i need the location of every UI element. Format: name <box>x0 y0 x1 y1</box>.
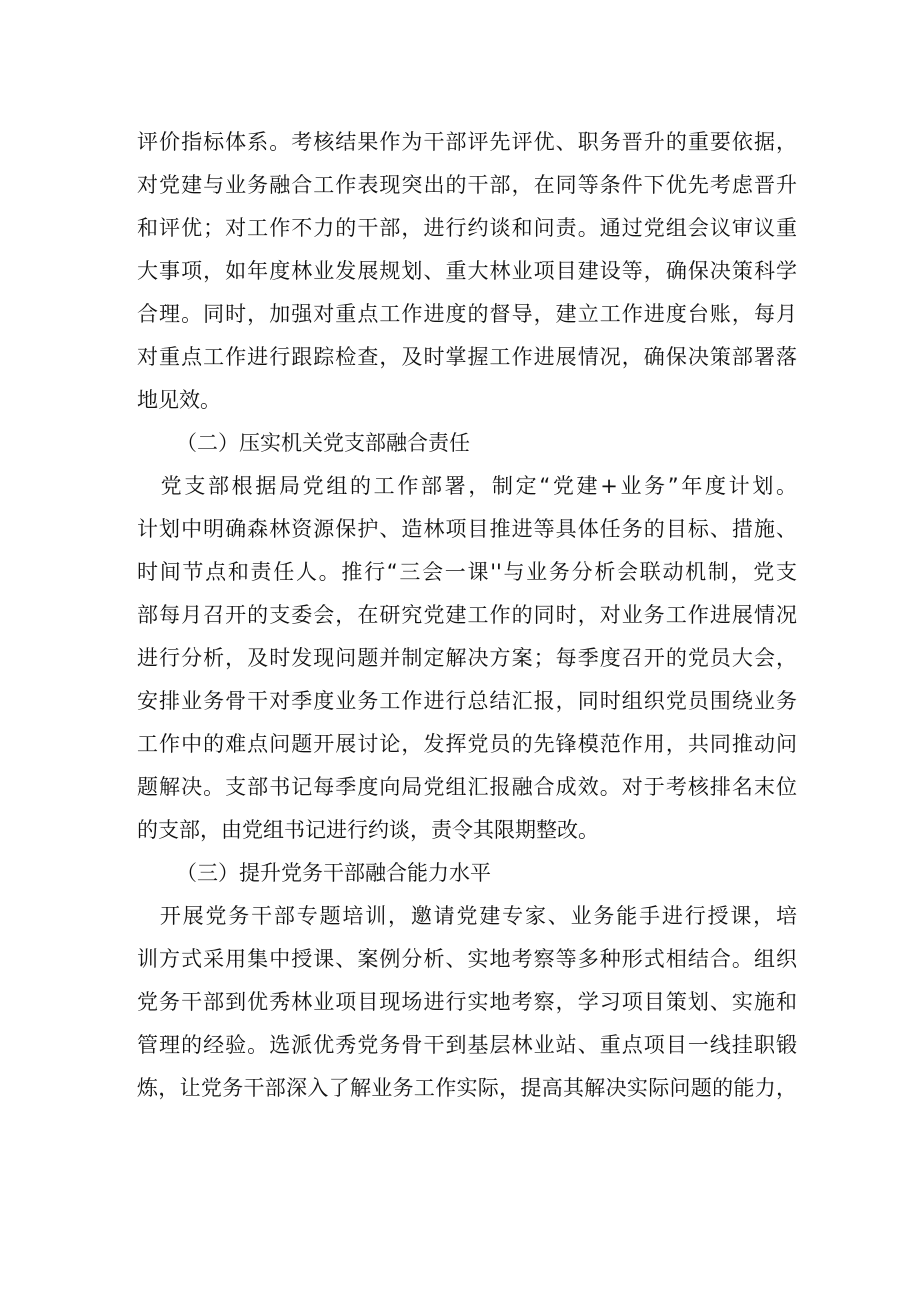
text-line-21: 党务干部到优秀林业项目现场进行实地考察，学习项目策划、实施和 <box>137 990 797 1014</box>
text-line-13: 进行分析，及时发现问题并制定解决方案；每季度召开的党员大会， <box>137 646 797 670</box>
section-heading-2: （二）压实机关党支部融合责任 <box>176 431 470 455</box>
text-line-23: 炼，让党务干部深入了解业务工作实际，提高其解决实际问题的能力， <box>137 1076 797 1100</box>
text-line-4: 大事项，如年度林业发展规划、重大林业项目建设等，确保决策科学 <box>137 259 797 283</box>
text-line-10: 计划中明确森林资源保护、造林项目推进等具体任务的目标、措施、 <box>137 517 797 541</box>
text-line-7: 地见效。 <box>137 388 221 412</box>
text-line-14: 安排业务骨干对季度业务工作进行总结汇报，同时组织党员围绕业务 <box>137 689 797 713</box>
text-line-9: 党支部根据局党组的工作部署，制定“党建+业务”年度计划。 <box>137 474 797 498</box>
text-line-19: 开展党务干部专题培训，邀请党建专家、业务能手进行授课，培 <box>137 904 797 928</box>
text-line-11: 时间节点和责任人。推行“三会一课''与业务分析会联动机制，党支 <box>137 560 797 584</box>
text-line-20: 训方式采用集中授课、案例分析、实地考察等多种形式相结合。组织 <box>137 947 797 971</box>
text-line-3: 和评优；对工作不力的干部，进行约谈和问责。通过党组会议审议重 <box>137 216 797 240</box>
text-line-17: 的支部，由党组书记进行约谈，责令其限期整改。 <box>137 818 599 842</box>
text-line-5: 合理。同时，加强对重点工作进度的督导，建立工作进度台账，每月 <box>137 302 797 326</box>
text-line-6: 对重点工作进行跟踪检查，及时掌握工作进展情况，确保决策部署落 <box>137 345 797 369</box>
text-line-2: 对党建与业务融合工作表现突出的干部，在同等条件下优先考虑晋升 <box>137 173 797 197</box>
text-line-16: 题解决。支部书记每季度向局党组汇报融合成效。对于考核排名末位 <box>137 775 797 799</box>
text-line-15: 工作中的难点问题开展讨论，发挥党员的先锋模范作用，共同推动问 <box>137 732 797 756</box>
text-line-12: 部每月召开的支委会，在研究党建工作的同时，对业务工作进展情况 <box>137 603 797 627</box>
text-line-22: 管理的经验。选派优秀党务骨干到基层林业站、重点项目一线挂职锻 <box>137 1033 797 1057</box>
text-line-1: 评价指标体系。考核结果作为干部评先评优、职务晋升的重要依据， <box>137 130 797 154</box>
section-heading-3: （三）提升党务干部融合能力水平 <box>176 861 491 885</box>
